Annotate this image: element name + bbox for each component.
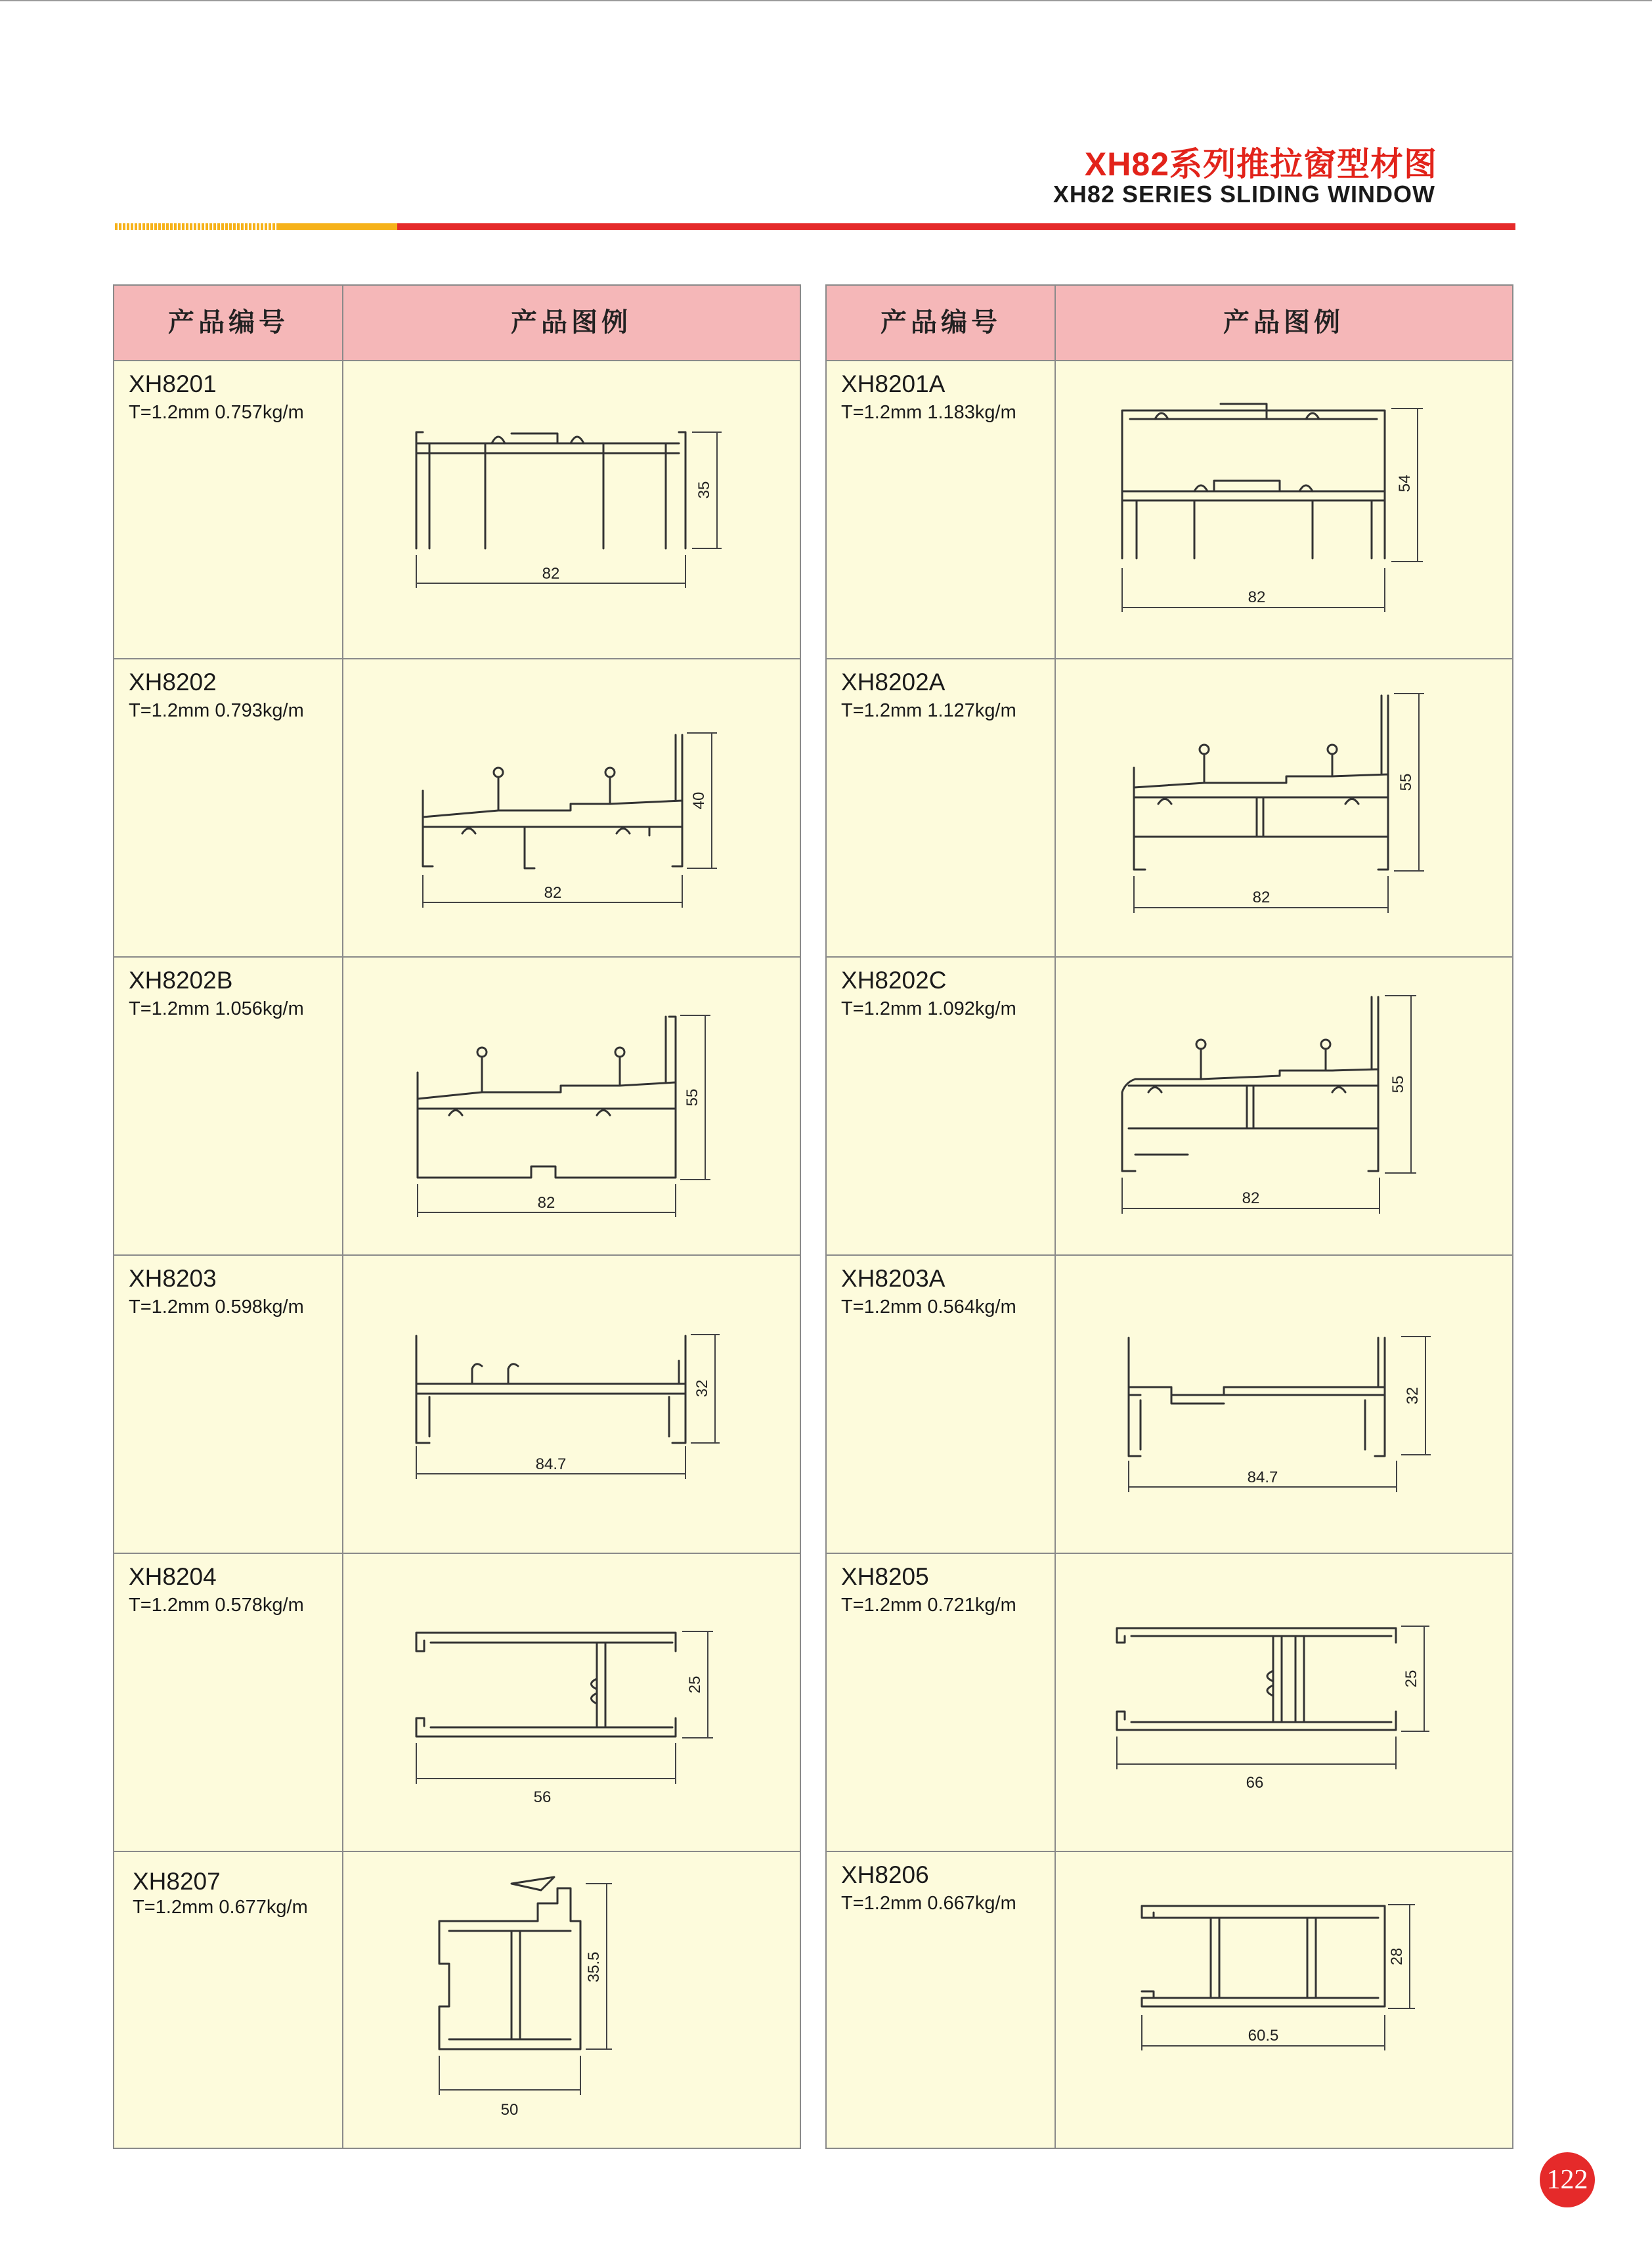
- product-spec: T=1.2mm 1.092kg/m: [841, 998, 1016, 1019]
- profile-drawing: [1056, 1256, 1512, 1553]
- height-dimension: 54: [1396, 474, 1414, 493]
- header-product-code: 产品编号: [880, 308, 1001, 337]
- dimension-lines: [423, 733, 717, 908]
- profile-outline: [1122, 997, 1378, 1171]
- table-header: [827, 286, 1512, 361]
- product-spec: T=1.2mm 0.677kg/m: [133, 1897, 308, 1918]
- dimension-lines: [1122, 409, 1423, 612]
- product-spec: T=1.2mm 0.757kg/m: [129, 402, 304, 423]
- width-dimension: 56: [533, 1788, 552, 1806]
- width-dimension: 50: [500, 2101, 519, 2119]
- product-code: XH8201A: [841, 370, 946, 397]
- profile-outline: [416, 432, 685, 548]
- profile-drawing: [344, 1256, 800, 1553]
- profile-drawing: [1056, 1852, 1512, 2149]
- product-spec: T=1.2mm 0.598kg/m: [129, 1296, 304, 1317]
- profile-outline: [1122, 404, 1385, 558]
- product-row: [114, 958, 800, 1256]
- height-dimension: 55: [1397, 773, 1415, 791]
- page-title-cn: XH82系列推拉窗型材图: [1084, 146, 1437, 183]
- profile-drawing: [344, 659, 800, 956]
- width-dimension: 60.5: [1248, 2027, 1279, 2045]
- profile-outline: [418, 1017, 676, 1178]
- height-dimension: 32: [693, 1379, 711, 1398]
- product-spec: T=1.2mm 1.056kg/m: [129, 998, 304, 1019]
- product-row: [114, 1852, 800, 2148]
- profile-drawing: [344, 1852, 800, 2149]
- product-row: [114, 659, 800, 958]
- width-dimension: 82: [542, 565, 560, 583]
- height-dimension: 25: [1402, 1670, 1420, 1688]
- height-dimension: 28: [1388, 1947, 1406, 1966]
- height-dimension: 25: [686, 1675, 704, 1694]
- profile-outline: [1142, 1906, 1385, 2006]
- product-code: XH8201: [129, 370, 217, 397]
- product-row: [827, 1554, 1512, 1852]
- header-band-red: [397, 223, 1515, 230]
- header-product-figure: 产品图例: [1223, 308, 1344, 337]
- product-row: [114, 1554, 800, 1852]
- width-dimension: 82: [544, 884, 562, 902]
- height-dimension: 40: [690, 791, 708, 810]
- width-dimension: 84.7: [1247, 1469, 1278, 1486]
- profile-outline: [416, 1336, 685, 1443]
- profile-outline: [416, 1633, 676, 1737]
- product-spec: T=1.2mm 0.564kg/m: [841, 1296, 1016, 1317]
- height-dimension: 32: [1404, 1386, 1422, 1405]
- product-code: XH8207: [133, 1868, 221, 1895]
- height-dimension: 35: [695, 481, 713, 499]
- page-title-en: XH82 SERIES SLIDING WINDOW: [1053, 181, 1435, 208]
- height-dimension: 55: [684, 1088, 701, 1107]
- product-row: [827, 1256, 1512, 1554]
- profile-outline: [423, 735, 682, 868]
- profile-drawing: [344, 361, 800, 658]
- product-row: [827, 1852, 1512, 2148]
- product-row: [827, 361, 1512, 659]
- profile-drawing: [1056, 1554, 1512, 1851]
- table-header: [114, 286, 800, 361]
- profile-drawing: [1056, 659, 1512, 956]
- dimension-lines: [416, 1335, 720, 1479]
- width-dimension: 84.7: [535, 1455, 567, 1473]
- product-spec: T=1.2mm 0.793kg/m: [129, 700, 304, 721]
- product-code: XH8203: [129, 1265, 217, 1292]
- product-spec: T=1.2mm 1.127kg/m: [841, 700, 1016, 721]
- product-code: XH8205: [841, 1563, 929, 1590]
- product-code: XH8202: [129, 669, 217, 696]
- width-dimension: 66: [1246, 1774, 1264, 1792]
- product-code: XH8202A: [841, 669, 946, 696]
- product-table-left: [113, 284, 801, 2149]
- profile-outline: [439, 1877, 580, 2049]
- page-number-badge: 122: [1540, 2152, 1595, 2207]
- product-row: [827, 958, 1512, 1256]
- header-product-figure: 产品图例: [511, 308, 632, 337]
- product-code: XH8203A: [841, 1265, 946, 1292]
- profile-drawing: [1056, 361, 1512, 658]
- dimension-lines: [439, 1884, 612, 2095]
- product-row: [114, 361, 800, 659]
- height-dimension: 35.5: [585, 1951, 603, 1983]
- product-spec: T=1.2mm 1.183kg/m: [841, 402, 1016, 423]
- profile-drawing: [1056, 958, 1512, 1254]
- header-band-dotted: [115, 223, 279, 230]
- width-dimension: 82: [537, 1194, 555, 1212]
- profile-outline: [1134, 696, 1388, 870]
- profile-drawing: [344, 1554, 800, 1851]
- dimension-lines: [416, 1631, 713, 1784]
- product-row: [114, 1256, 800, 1554]
- product-row: [827, 659, 1512, 958]
- product-code: XH8202B: [129, 967, 233, 994]
- profile-outline: [1129, 1338, 1385, 1456]
- product-code: XH8206: [841, 1861, 929, 1888]
- width-dimension: 82: [1252, 889, 1271, 906]
- dimension-lines: [416, 432, 722, 588]
- height-dimension: 55: [1389, 1075, 1407, 1094]
- product-code: XH8202C: [841, 967, 947, 994]
- product-spec: T=1.2mm 0.667kg/m: [841, 1893, 1016, 1914]
- product-spec: T=1.2mm 0.721kg/m: [841, 1595, 1016, 1616]
- profile-outline: [1117, 1628, 1396, 1730]
- width-dimension: 82: [1242, 1189, 1260, 1207]
- top-rule: [0, 0, 1652, 1]
- header-band-yellow: [279, 223, 397, 230]
- header-product-code: 产品编号: [168, 308, 289, 337]
- product-spec: T=1.2mm 0.578kg/m: [129, 1595, 304, 1616]
- profile-drawing: [344, 958, 800, 1254]
- width-dimension: 82: [1248, 588, 1266, 606]
- product-code: XH8204: [129, 1563, 217, 1590]
- product-table-right: [825, 284, 1513, 2149]
